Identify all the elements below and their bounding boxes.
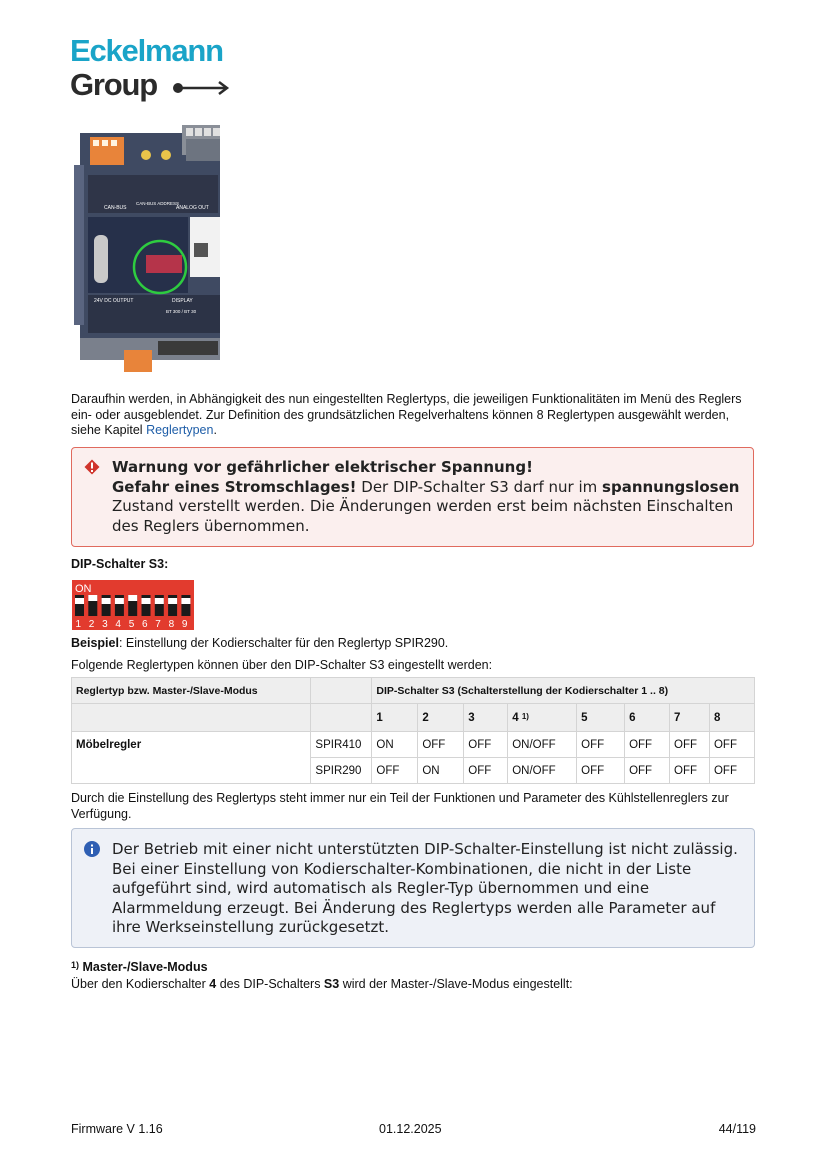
device-label-canbus: CAN-BUS — [104, 205, 127, 211]
switch-value: OFF — [577, 732, 625, 758]
device-label-24v: 24V DC OUTPUT — [94, 298, 134, 304]
switch-value: OFF — [625, 758, 670, 784]
switch-num-4: 4 $^{1)}$ — [508, 704, 577, 732]
switch-value: OFF — [625, 732, 670, 758]
switch-value: OFF — [372, 758, 418, 784]
dip-number-2: 2 — [88, 619, 95, 630]
dip-knob-9 — [181, 598, 190, 604]
device-label-analog: ANALOG OUT — [176, 205, 209, 211]
switch-value: ON — [372, 732, 418, 758]
switch-value: ON/OFF — [508, 732, 577, 758]
switch-value: OFF — [670, 732, 710, 758]
dip-knob-2 — [88, 595, 97, 601]
switch-value: OFF — [709, 758, 754, 784]
switch-num: 5 — [577, 704, 625, 732]
info-text: Der Betrieb mit einer nicht unterstützten DIP-Schalter-Einstellung ist nicht zulässig. Bei einer Einstellung von Kodierschalter-Kombinationen, die nicht in der Liste aufgeführt sind, wird automatisch als Regler-Typ übernommen und eine Alarmmeldung erzeugt. Bei Änderung des Reglertyps werden alle Parameter auf ihre Werkseinstellung zurückgesetzt. — [112, 840, 738, 936]
info-box — [71, 828, 755, 948]
switch-num: 7 — [670, 704, 710, 732]
dip-on-label: ON — [75, 583, 92, 595]
logo-line1: Eckelmann — [70, 33, 223, 68]
folgende-line: Folgende Reglertypen können über den DIP-Schalter S3 eingestellt werden: — [71, 658, 493, 672]
reglertyp-cell: SPIR410 — [311, 732, 372, 758]
dip-knob-8 — [168, 598, 177, 604]
switch-value: OFF — [670, 758, 710, 784]
dip-number-5: 5 — [128, 619, 135, 630]
reglertyp-cell: SPIR290 — [311, 758, 372, 784]
dip-number-3: 3 — [102, 619, 108, 630]
switch-value: OFF — [577, 758, 625, 784]
warning-title: Warnung vor gefährlicher elektrischer Spannung! — [112, 458, 533, 476]
dip-knob-4 — [115, 598, 124, 604]
master-slave-text: Über den Kodierschalter 4 des DIP-Schalters S3 wird der Master-/Slave-Modus eingestellt: — [71, 977, 573, 991]
switch-value: OFF — [464, 732, 508, 758]
beispiel-line: Beispiel: Einstellung der Kodierschalter für den Reglertyp SPIR290. — [71, 636, 449, 650]
dip-heading: DIP-Schalter S3: — [71, 557, 169, 571]
warning-bold-lead: Gefahr eines Stromschlages! — [112, 477, 357, 496]
footer-firmware: Firmware V 1.16 — [71, 1122, 163, 1136]
switch-value: OFF — [464, 758, 508, 784]
intro-paragraph: Daraufhin werden, in Abhängigkeit des nun eingestellten Reglertyps, die jeweiligen Funktionalitäten im Menü des Reglers ein- oder ausgeblendet. Zur Definition des grundsätzlichen Regelverhaltens können 8 Reglertypen ausgewählt werden, siehe Kapitel Reglertypen. — [71, 392, 742, 437]
dip-knob-7 — [155, 598, 164, 604]
switch-num: 8 — [709, 704, 754, 732]
dip-knob-6 — [142, 598, 151, 604]
dip-number-6: 6 — [142, 619, 148, 630]
dip-number-9: 9 — [181, 619, 188, 630]
warning-diamond-icon — [84, 459, 100, 475]
info-circle-icon — [84, 841, 100, 857]
warning-bold-mid: spannungslosen — [602, 477, 740, 496]
switch-num: 3 — [464, 704, 508, 732]
switch-num: 6 — [625, 704, 670, 732]
warning-text: Warnung vor gefährlicher elektrischer Spannung! Gefahr eines Stromschlages! Der DIP-Schalter S3 darf nur im spannungslosen Zustand verstellt werden. Die Änderungen werden erst beim nächsten Einschalten des Reglers übernommen. — [112, 458, 740, 535]
device-label-display: DISPLAY — [172, 298, 193, 304]
switch-value: ON/OFF — [508, 758, 577, 784]
reglertyp-table — [71, 677, 755, 784]
logo-line2: Group — [70, 67, 157, 102]
switch-value: OFF — [418, 732, 464, 758]
col-dip-header: DIP-Schalter S3 (Schalterstellung der Kodierschalter 1 .. 8) — [372, 678, 755, 704]
logo-arrow-icon — [172, 78, 232, 98]
switch-num: 1 — [372, 704, 418, 732]
col-reglertyp-header: Reglertyp bzw. Master-/Slave-Modus — [72, 678, 311, 704]
dip-knob-5 — [128, 595, 137, 601]
dip-switch-image — [72, 580, 194, 630]
device-label-address: CAN-BUS ADDRESS — [136, 201, 180, 206]
switch-num: 2 — [418, 704, 464, 732]
footer-date: 01.12.2025 — [379, 1122, 442, 1136]
master-slave-heading: $^{1)}$ Master-/Slave-Modus — [71, 960, 208, 974]
table-row — [72, 732, 755, 758]
after-table-paragraph: Durch die Einstellung des Reglertyps steht immer nur ein Teil der Funktionen und Parameter des Kühlstellenreglers zur Verfügung. — [71, 791, 729, 821]
switch-value: ON — [418, 758, 464, 784]
dip-number-1: 1 — [75, 619, 82, 630]
group-label: Möbelregler — [72, 732, 311, 784]
reglertypen-link[interactable]: Reglertypen — [146, 423, 214, 437]
dip-knob-1 — [75, 598, 84, 604]
warning-box — [71, 447, 754, 547]
footer-page-number: 44/119 — [718, 1122, 756, 1136]
controller-device-image — [74, 125, 222, 375]
dip-knob-3 — [102, 598, 111, 604]
switch-value: OFF — [709, 732, 754, 758]
device-label-bt: BT 300 / BT 30 — [166, 309, 197, 314]
dip-number-8: 8 — [168, 619, 175, 630]
dip-number-4: 4 — [115, 619, 121, 630]
dip-number-7: 7 — [155, 619, 161, 630]
